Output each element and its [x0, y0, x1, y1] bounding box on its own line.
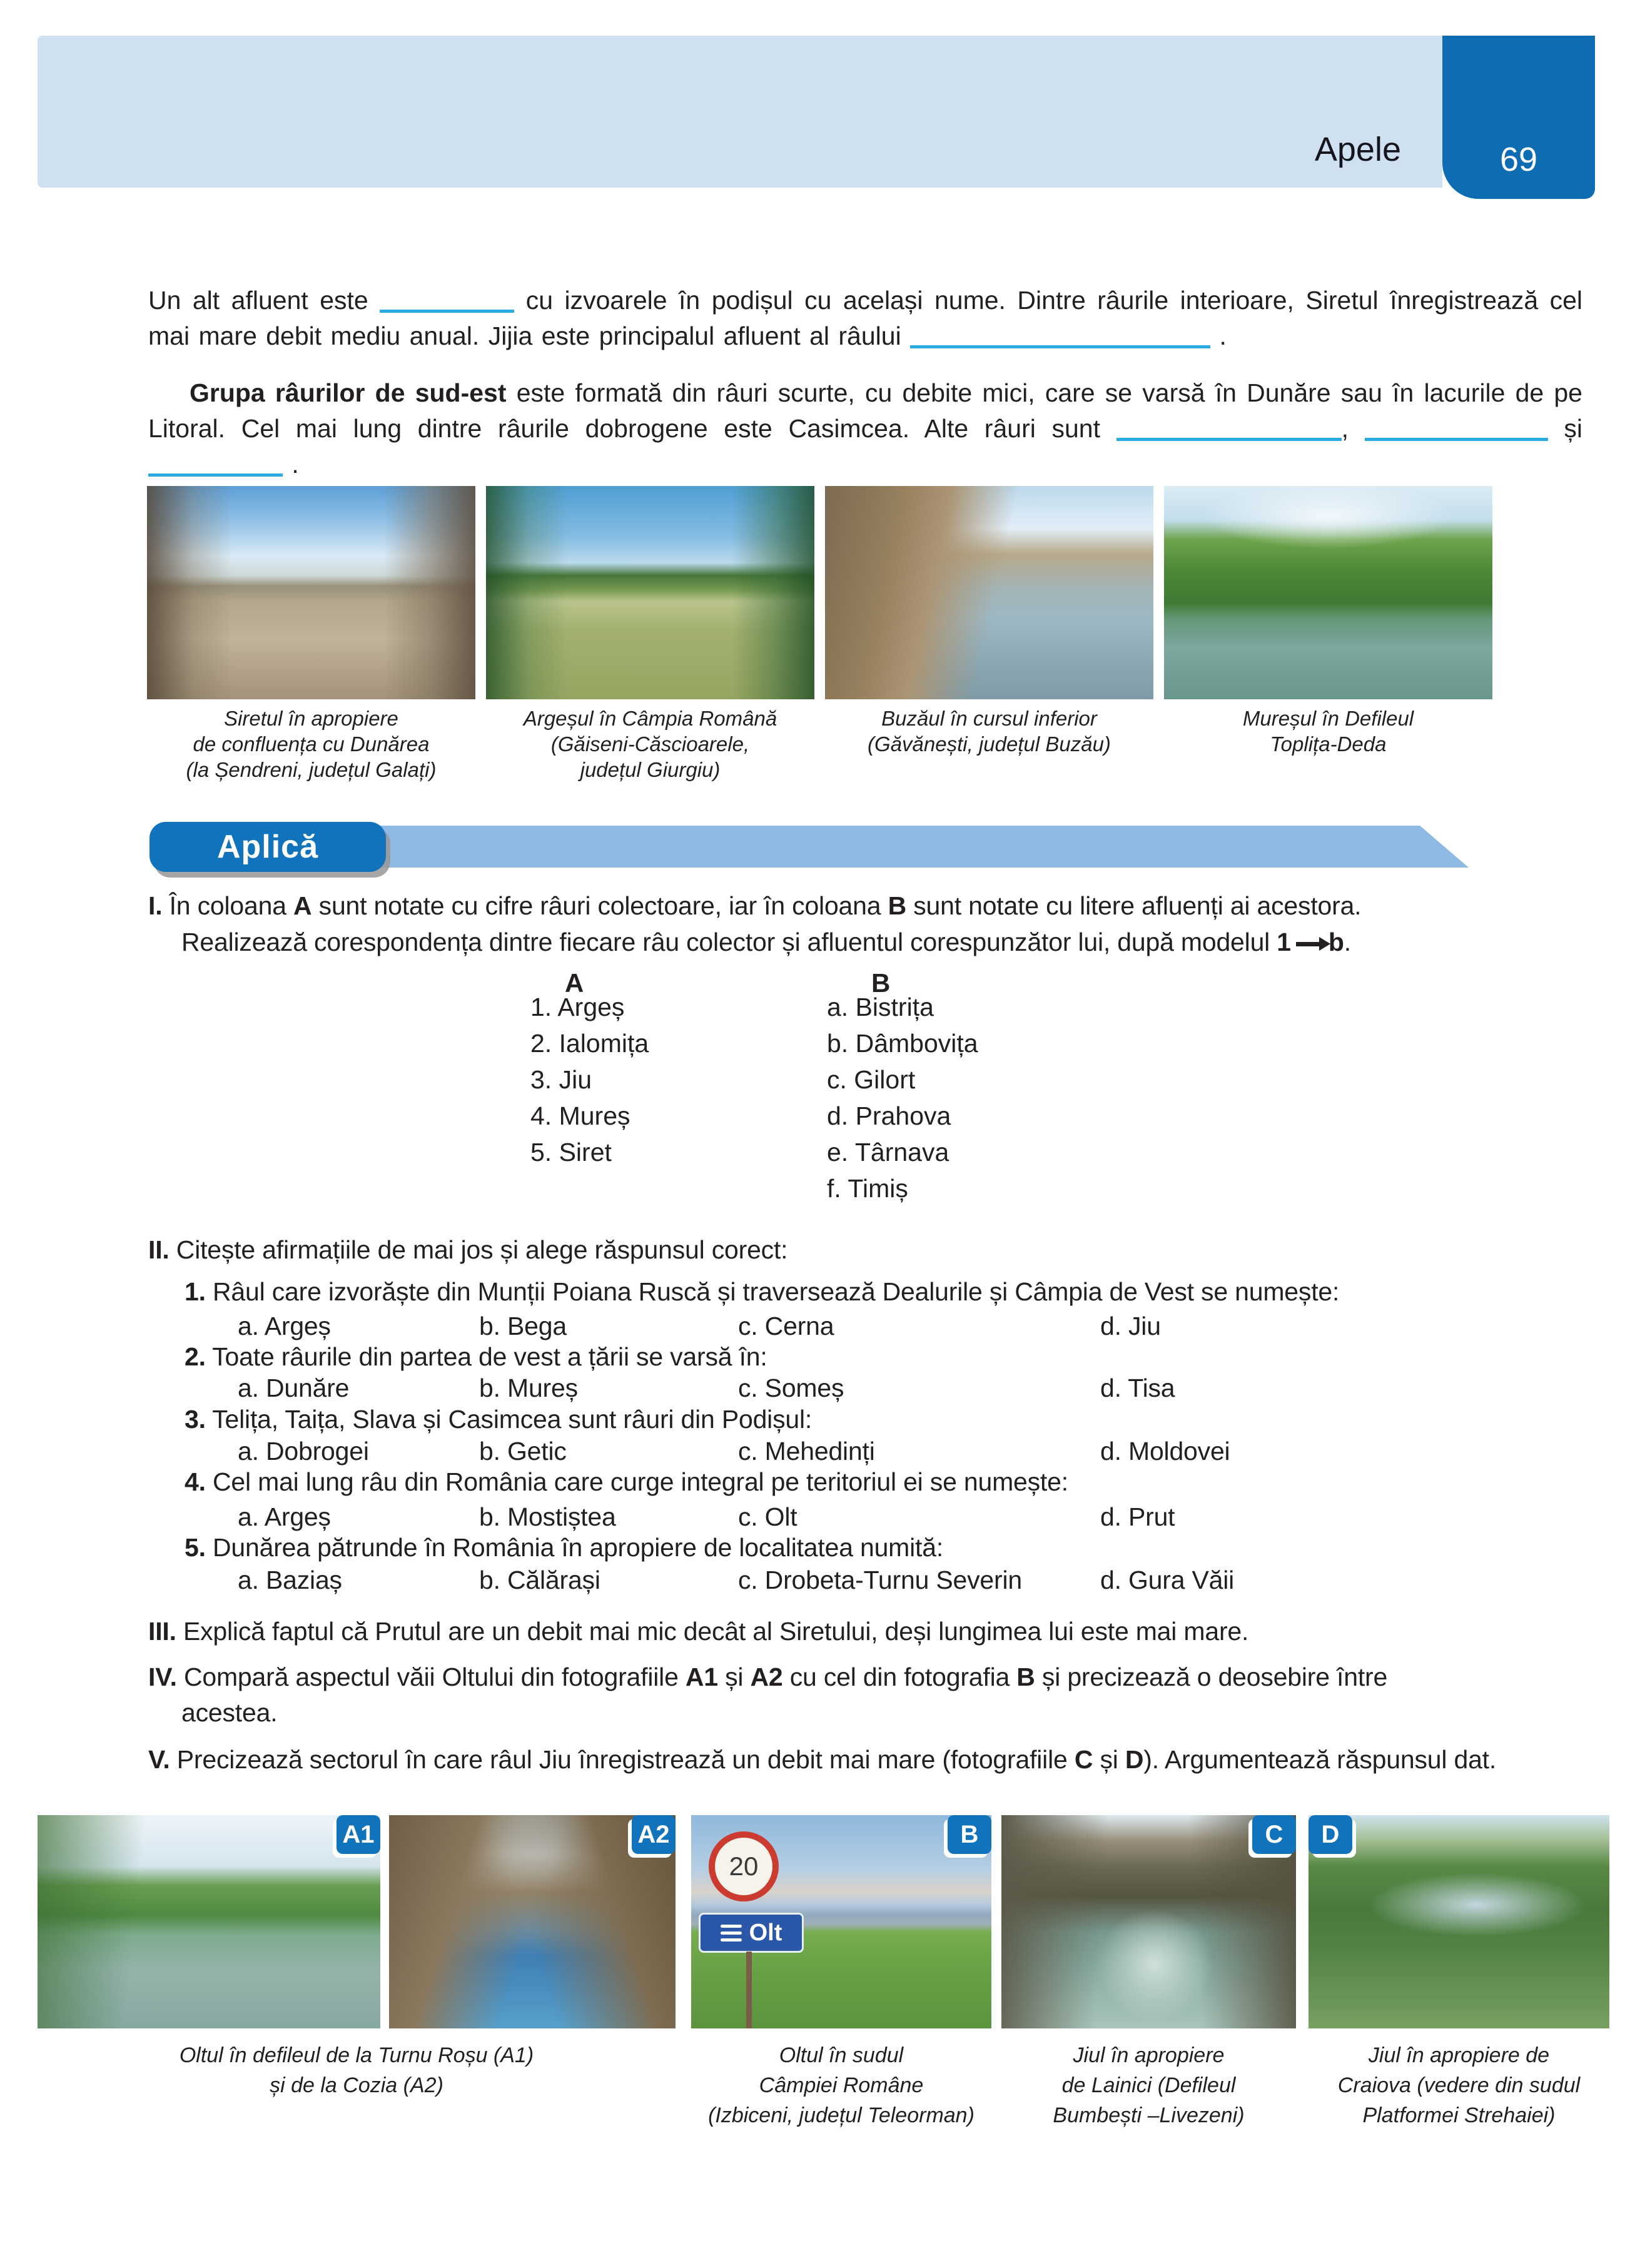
caption-line: Câmpiei Române	[759, 2073, 924, 2097]
column-ref: A	[293, 891, 312, 920]
column-ref: B	[888, 891, 906, 920]
list-item: a. Bistrița	[827, 993, 934, 1021]
exercise-4-line-2	[181, 1698, 277, 1728]
answer-option: a. Argeș	[238, 1502, 331, 1531]
caption-line: Jiul în apropiere	[1073, 2043, 1225, 2067]
photo-ref: D	[1125, 1745, 1144, 1774]
photo-label-badge: A1	[337, 1815, 380, 1854]
photo-label-badge: C	[1252, 1815, 1296, 1854]
answer-option: d. Moldovei	[1100, 1437, 1230, 1466]
exercise-numeral: III.	[148, 1617, 176, 1646]
exercise-text: În coloana	[169, 891, 286, 920]
question-text: Telița, Taița, Slava și Casimcea sunt râuri din Podișul:	[212, 1405, 812, 1434]
paragraph-text: cu izvoarele în podișul cu același nume. Dintre râurile interioare, Siretul înregistrează cel mai mare debit mediu anual. Jijia este principalul afluent al râului	[148, 286, 1582, 350]
answer-option: b. Bega	[479, 1312, 567, 1340]
intro-paragraph-1	[148, 283, 1582, 354]
exercise-text: cu cel din fotografia	[789, 1663, 1010, 1691]
fill-in-blank-line	[148, 455, 283, 477]
question-5	[185, 1533, 943, 1562]
exercise-text: Compară aspectul văii Oltului din fotografiile	[183, 1663, 679, 1691]
exercise-numeral: I.	[148, 891, 163, 920]
paragraph-text: este formată din râuri scurte, cu debite mici, care se varsă în Dunăre sau în lacurile de pe Litoral. Cel mai lung dintre râurile dobrogene este Casimcea. Alte râuri sunt	[148, 378, 1582, 443]
photo-buzau	[825, 486, 1153, 699]
photo-label-badge: D	[1309, 1815, 1352, 1854]
caption-line: (Găvănești, județul Buzău)	[868, 732, 1111, 756]
exercise-2-heading	[148, 1235, 787, 1265]
list-item: 4. Mureș	[530, 1101, 630, 1130]
list-item: 5. Siret	[530, 1138, 612, 1167]
exercise-text: și precizează o deosebire între	[1041, 1663, 1388, 1691]
photo-olt-campie	[691, 1815, 991, 2028]
list-item: 3. Jiu	[530, 1065, 592, 1094]
photo-caption	[1001, 2040, 1296, 2130]
answer-option: a. Dobrogei	[238, 1437, 369, 1466]
answer-option: c. Drobeta-Turnu Severin	[738, 1566, 1022, 1594]
caption-line: Oltul în sudul	[779, 2043, 904, 2067]
photo-olt-turnu-rosu	[38, 1815, 380, 2028]
sign-pole	[746, 1952, 752, 2028]
caption-line: județul Giurgiu)	[580, 758, 721, 781]
exercise-3	[148, 1617, 1248, 1646]
question-3	[185, 1405, 812, 1434]
exercise-text: și	[1100, 1745, 1118, 1774]
photo-jiu-craiova	[1309, 1815, 1609, 2028]
question-text: Dunărea pătrunde în România în apropiere de localitatea numită:	[213, 1533, 944, 1562]
exercise-text: sunt notate cu cifre râuri colectoare, iar în coloana	[318, 891, 881, 920]
answer-option: c. Cerna	[738, 1312, 834, 1340]
caption-line: Craiova (vedere din sudul	[1337, 2073, 1581, 2097]
paragraph-text: .	[1219, 321, 1227, 350]
answer-option: d. Prut	[1100, 1502, 1175, 1531]
page-number-box	[1442, 36, 1595, 199]
caption-line: și de la Cozia (A2)	[270, 2073, 443, 2097]
exercise-text: Precizează sectorul în care râul Jiu înregistrează un debit mai mare (fotografiile	[176, 1745, 1068, 1774]
caption-line: (Izbiceni, județul Teleorman)	[708, 2103, 974, 2127]
caption-line: Mureșul în Defileul	[1242, 707, 1414, 730]
question-number: 4.	[185, 1467, 206, 1496]
photo-label-badge: A2	[632, 1815, 676, 1854]
exercise-text: acestea.	[181, 1698, 278, 1727]
photo-caption	[486, 706, 814, 782]
exercise-text: Explică faptul că Prutul are un debit mai mic decât al Siretului, deși lungimea lui este mai mare.	[183, 1617, 1249, 1646]
list-item: e. Târnava	[827, 1138, 949, 1167]
exercise-1-line-2	[181, 928, 1351, 957]
paragraph-text: .	[291, 450, 299, 478]
photo-ref: C	[1074, 1745, 1093, 1774]
exercise-1-line-1	[148, 891, 1361, 921]
answer-option: b. Mureș	[479, 1374, 578, 1402]
question-1	[185, 1277, 1339, 1307]
section-banner	[375, 826, 1469, 868]
caption-line: Jiul în apropiere de	[1368, 2043, 1550, 2067]
question-number: 2.	[185, 1342, 206, 1371]
answer-option: b. Mostiștea	[479, 1502, 616, 1531]
photo-caption	[147, 706, 475, 782]
question-4	[185, 1467, 1068, 1497]
photo-arges	[486, 486, 814, 699]
list-item: 2. Ialomița	[530, 1029, 649, 1058]
photo-ref: A1	[685, 1663, 718, 1691]
photo-jiu-lainici	[1001, 1815, 1296, 2028]
photo-olt-cozia	[389, 1815, 676, 2028]
answer-option: a. Argeș	[238, 1312, 331, 1340]
answer-option: c. Mehedinți	[738, 1437, 875, 1466]
answer-option: c. Olt	[738, 1502, 797, 1531]
aplica-label: Aplică	[216, 829, 319, 865]
model-number: 1	[1277, 928, 1291, 956]
exercise-text: .	[1344, 928, 1351, 956]
photo-ref: B	[1016, 1663, 1035, 1691]
exercise-numeral: IV.	[148, 1663, 177, 1691]
answer-option: d. Jiu	[1100, 1312, 1161, 1340]
photo-caption	[825, 706, 1153, 757]
fill-in-blank-line	[1365, 419, 1548, 441]
paragraph-text: ,	[1341, 414, 1349, 443]
aplica-badge	[149, 822, 386, 872]
photo-caption	[1164, 706, 1492, 757]
intro-text	[148, 283, 1582, 482]
caption-line: (la Șendreni, județul Galați)	[186, 758, 437, 781]
photo-caption	[691, 2040, 991, 2130]
list-item: d. Prahova	[827, 1101, 951, 1130]
photo-caption	[38, 2040, 676, 2100]
caption-line: Siretul în apropiere	[224, 707, 398, 730]
answer-option: d. Tisa	[1100, 1374, 1175, 1402]
sign-river-name: Olt	[749, 1919, 782, 1946]
question-number: 1.	[185, 1277, 206, 1306]
photo-mures	[1164, 486, 1492, 699]
photo-label-badge: B	[948, 1815, 991, 1854]
chapter-title: Apele	[1314, 131, 1401, 168]
question-number: 5.	[185, 1533, 206, 1562]
answer-option: a. Dunăre	[238, 1374, 350, 1402]
caption-line: (Găiseni-Căscioarele,	[550, 732, 750, 756]
question-text: Cel mai lung râu din România care curge integral pe teritoriul ei se numește:	[213, 1467, 1068, 1496]
exercise-text: Citește afirmațiile de mai jos și alege răspunsul corect:	[176, 1235, 788, 1264]
caption-line: Toplița-Deda	[1270, 732, 1387, 756]
sign-speed-value: 20	[729, 1851, 759, 1881]
answer-option: b. Getic	[479, 1437, 567, 1466]
question-number: 3.	[185, 1405, 206, 1434]
intro-paragraph-2	[148, 375, 1582, 482]
list-item: b. Dâmbovița	[827, 1029, 978, 1058]
exercise-numeral: V.	[148, 1745, 170, 1774]
caption-line: Argeșul în Câmpia Română	[523, 707, 777, 730]
fill-in-blank-line	[1116, 419, 1342, 441]
waves-icon	[721, 1925, 742, 1941]
caption-line: de Lainici (Defileul	[1061, 2073, 1236, 2097]
answer-option: c. Someș	[738, 1374, 844, 1402]
exercise-text: Realizează corespondența dintre fiecare râu colector și afluentul corespunzător lui, după modelul	[181, 928, 1270, 956]
fill-in-blank-line	[380, 291, 514, 313]
column-b-list	[827, 989, 978, 1207]
answer-option: b. Călărași	[479, 1566, 600, 1594]
exercise-4-line-1	[148, 1663, 1387, 1692]
photo-ref: A2	[750, 1663, 783, 1691]
exercise-text: sunt notate cu litere afluenți ai acestora.	[913, 891, 1362, 920]
question-text: Râul care izvorăște din Munții Poiana Ruscă și traversează Dealurile și Câmpia de Vest se numește:	[213, 1277, 1340, 1306]
speed-limit-sign	[709, 1831, 779, 1901]
river-name-sign	[699, 1913, 804, 1953]
column-a-list	[530, 989, 649, 1170]
caption-line: Buzăul în cursul inferior	[881, 707, 1097, 730]
photo-caption	[1309, 2040, 1609, 2130]
page-number: 69	[1499, 141, 1538, 178]
column-a-header: A	[565, 968, 584, 998]
group-title: Grupa râurilor de sud-est	[190, 378, 507, 407]
model-letter: b	[1328, 928, 1344, 956]
exercise-text: și	[725, 1663, 744, 1691]
list-item: c. Gilort	[827, 1065, 916, 1094]
chapter-header-bar	[38, 36, 1442, 188]
paragraph-text: Un alt afluent este	[148, 286, 368, 315]
caption-line: Bumbești –Livezeni)	[1053, 2103, 1245, 2127]
list-item: f. Timiș	[827, 1174, 908, 1203]
photo-siret	[147, 486, 475, 699]
caption-line: Oltul în defileul de la Turnu Roșu (A1)	[179, 2043, 534, 2067]
caption-line: de confluența cu Dunărea	[193, 732, 430, 756]
list-item: 1. Argeș	[530, 993, 625, 1021]
exercise-numeral: II.	[148, 1235, 170, 1264]
answer-option: d. Gura Văii	[1100, 1566, 1235, 1594]
exercise-text: ). Argumentează răspunsul dat.	[1143, 1745, 1497, 1774]
caption-line: Platformei Strehaiei)	[1362, 2103, 1556, 2127]
fill-in-blank-line	[910, 327, 1210, 348]
answer-option: a. Baziaș	[238, 1566, 342, 1594]
arrow-icon	[1296, 942, 1320, 946]
column-b-header: B	[871, 968, 891, 998]
paragraph-text: și	[1564, 414, 1582, 443]
question-text: Toate râurile din partea de vest a țării se varsă în:	[212, 1342, 767, 1371]
question-2	[185, 1342, 767, 1372]
exercise-5	[148, 1745, 1496, 1774]
